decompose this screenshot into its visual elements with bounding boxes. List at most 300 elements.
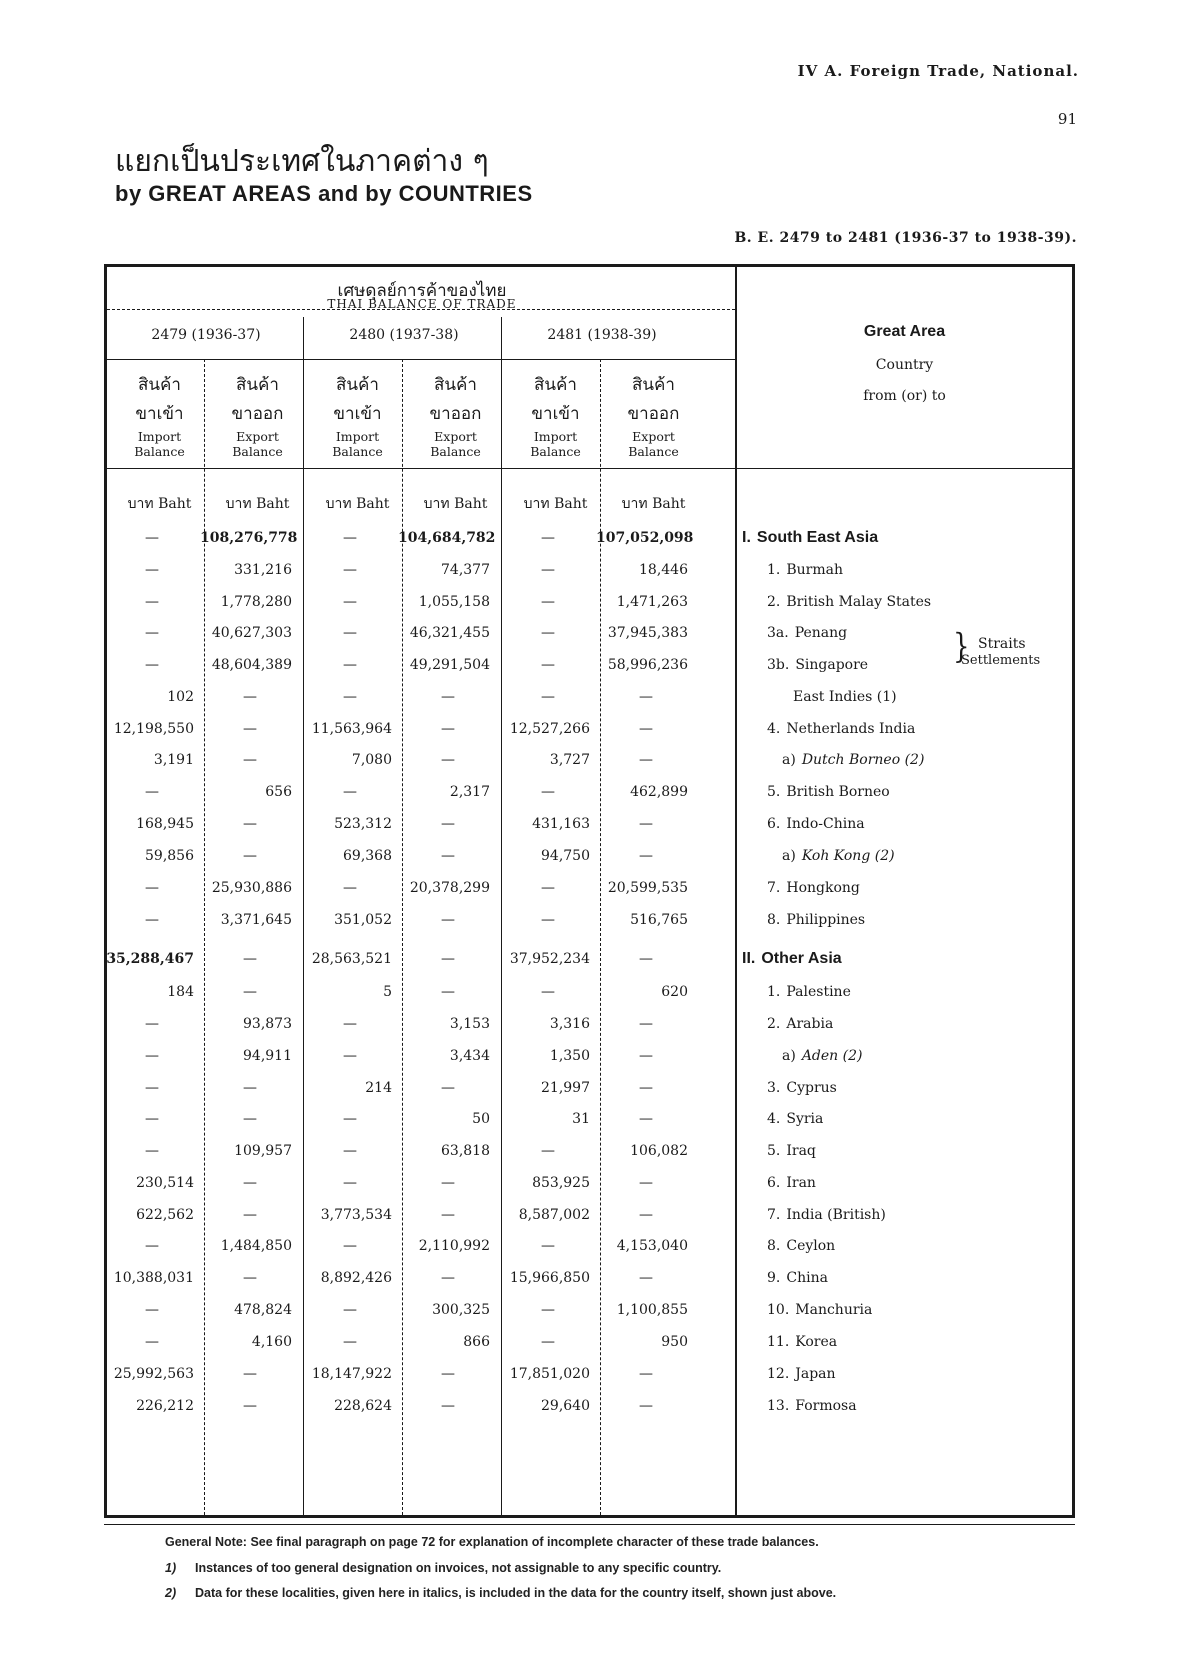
table-cell: 168,945: [136, 816, 194, 832]
country-number: 3.: [767, 1080, 781, 1096]
column-header: [403, 371, 508, 459]
table-cell: 228,624: [334, 1398, 392, 1414]
column-header-en-1: Import: [335, 429, 380, 444]
table-cell: 21,997: [541, 1080, 590, 1096]
table-cell: 214: [365, 1080, 392, 1096]
table-cell: 104,684,782: [398, 530, 496, 546]
table-cell: —: [343, 562, 357, 578]
table-cell: —: [541, 1302, 555, 1318]
table-cell: 8,892,426: [320, 1270, 392, 1286]
column-header: [107, 371, 212, 459]
country-number: 3b.: [767, 657, 790, 673]
table-cell: —: [441, 1366, 455, 1382]
country-number: 11.: [767, 1334, 790, 1350]
column-header: [503, 371, 608, 459]
table-cell: —: [243, 1270, 257, 1286]
table-cell: —: [639, 752, 653, 768]
table-row: [107, 976, 1072, 1008]
table-cell: —: [243, 816, 257, 832]
footnote-1: [165, 1561, 721, 1575]
country-name: Koh Kong (2): [801, 848, 895, 864]
country-label: [737, 744, 924, 776]
table-cell: 102: [167, 689, 194, 705]
table-cell: —: [243, 1111, 257, 1127]
table-cell: 184: [167, 984, 194, 1000]
table-cell: 866: [463, 1334, 490, 1350]
country-label: [737, 713, 915, 745]
country-number: 4.: [767, 721, 781, 737]
table-row: [107, 808, 1072, 840]
column-header: [305, 371, 410, 459]
table-cell: 37,945,383: [607, 625, 688, 641]
table-cell: —: [541, 689, 555, 705]
table-cell: 1,350: [549, 1048, 590, 1064]
table-row: [107, 1358, 1072, 1390]
table-row: [107, 1326, 1072, 1358]
country-name: Iraq: [786, 1143, 816, 1159]
footnote-1-mark: 1): [165, 1561, 177, 1575]
country-number: 1.: [767, 984, 781, 1000]
country-number: I.: [742, 529, 751, 546]
table-row: [107, 1294, 1072, 1326]
column-header-thai-2: ขาออก: [627, 404, 680, 424]
table-cell: 11,563,964: [311, 721, 392, 737]
country-label: [737, 649, 868, 681]
table-cell: 656: [265, 784, 292, 800]
title-english: by GREAT AREAS and by COUNTRIES: [115, 181, 533, 206]
country-label: [737, 522, 878, 554]
country-name: Syria: [786, 1111, 824, 1127]
country-name: Hongkong: [786, 880, 860, 896]
table-cell: —: [639, 1270, 653, 1286]
table-cell: —: [441, 1207, 455, 1223]
country-number: 5.: [767, 784, 781, 800]
table-cell: —: [441, 1398, 455, 1414]
country-number: 5.: [767, 1143, 781, 1159]
country-label: [737, 617, 847, 649]
table-cell: —: [145, 1080, 159, 1096]
general-note-label: General Note:: [165, 1535, 247, 1549]
table-cell: 3,434: [449, 1048, 490, 1064]
table-cell: 20,378,299: [409, 880, 490, 896]
column-header-thai-2: ขาเข้า: [531, 404, 580, 424]
country-label: [737, 554, 843, 586]
column-header-thai-1: สินค้า: [632, 375, 675, 395]
great-area-heading: Great Area: [863, 323, 946, 340]
table-row: [107, 1167, 1072, 1199]
table-cell: 37,952,234: [509, 951, 590, 967]
country-name: Japan: [795, 1366, 836, 1382]
country-label: [737, 1294, 872, 1326]
column-header-en-2: Balance: [628, 444, 679, 459]
table-row: [107, 522, 1072, 554]
column-header-en-2: Balance: [332, 444, 383, 459]
section-heading: IV A. Foreign Trade, National.: [797, 62, 1079, 80]
country-name: South East Asia: [756, 529, 879, 546]
table-cell: —: [145, 562, 159, 578]
table-cell: 462,899: [630, 784, 688, 800]
table-cell: —: [639, 951, 653, 967]
table-cell: 50: [472, 1111, 490, 1127]
column-header-thai-2: ขาออก: [231, 404, 284, 424]
balance-title-thai: เศษดุลย์การค้าของไทย: [337, 281, 507, 301]
unit-label: บาท Baht: [225, 496, 290, 512]
table-cell: —: [343, 657, 357, 673]
country-label: [737, 976, 851, 1008]
table-row: [107, 1390, 1072, 1422]
column-header-en-1: Export: [632, 429, 675, 444]
year-2479: 2479 (1936-37): [151, 327, 261, 343]
table-cell: —: [441, 752, 455, 768]
table-cell: 63,818: [441, 1143, 490, 1159]
table-cell: 18,147,922: [311, 1366, 392, 1382]
table-cell: —: [541, 530, 555, 546]
table-cell: —: [639, 848, 653, 864]
country-name: Indo-China: [786, 816, 865, 832]
table-cell: —: [343, 1143, 357, 1159]
country-label: [737, 1040, 862, 1072]
table-cell: 94,750: [541, 848, 590, 864]
table-cell: 3,371,645: [220, 912, 292, 928]
country-name: Netherlands India: [786, 721, 916, 737]
table-row: [107, 744, 1072, 776]
country-label: [737, 840, 895, 872]
footnote-2-text: Data for these localities, given here in italics, is included in the data for the country itself, shown just above.: [195, 1586, 837, 1600]
table-cell: 12,527,266: [509, 721, 590, 737]
table-cell: 853,925: [532, 1175, 590, 1191]
country-label: [737, 1390, 857, 1422]
table-cell: 300,325: [432, 1302, 490, 1318]
column-header-en-2: Balance: [134, 444, 185, 459]
table-cell: —: [541, 1334, 555, 1350]
table-row: [107, 1040, 1072, 1072]
table-row: [107, 1199, 1072, 1231]
country-number: 2.: [767, 1016, 781, 1032]
country-name: British Borneo: [786, 784, 890, 800]
table-row: [107, 1262, 1072, 1294]
country-number: a): [782, 752, 796, 768]
country-label: [737, 1326, 837, 1358]
general-note: [165, 1535, 819, 1549]
table-row: [107, 840, 1072, 872]
table-cell: 230,514: [136, 1175, 194, 1191]
column-header-thai-1: สินค้า: [138, 375, 181, 395]
table-cell: 3,727: [549, 752, 590, 768]
table-cell: —: [541, 594, 555, 610]
table-cell: —: [343, 689, 357, 705]
table-cell: —: [639, 1111, 653, 1127]
unit-label: บาท Baht: [523, 496, 588, 512]
table-cell: 8,587,002: [518, 1207, 590, 1223]
table-cell: —: [145, 1238, 159, 1254]
table-cell: —: [639, 816, 653, 832]
table-cell: —: [243, 1398, 257, 1414]
country-number: 6.: [767, 816, 781, 832]
table-row: [107, 904, 1072, 936]
straits-label: Straits: [978, 636, 1026, 652]
table-cell: —: [639, 721, 653, 737]
balance-title-english: THAI BALANCE OF TRADE: [327, 297, 517, 311]
table-cell: 40,627,303: [211, 625, 292, 641]
footnote-2: [165, 1586, 836, 1600]
table-row: [107, 554, 1072, 586]
table-cell: 25,992,563: [113, 1366, 194, 1382]
table-cell: 93,873: [243, 1016, 292, 1032]
country-name: Iran: [786, 1175, 816, 1191]
country-number: 2.: [767, 594, 781, 610]
country-name: Korea: [795, 1334, 838, 1350]
page-number: 91: [1057, 110, 1077, 128]
table-cell: —: [541, 880, 555, 896]
table-cell: 2,110,992: [418, 1238, 490, 1254]
table-cell: —: [441, 1080, 455, 1096]
table-cell: —: [541, 912, 555, 928]
table-cell: —: [343, 1175, 357, 1191]
table-cell: 10,388,031: [113, 1270, 194, 1286]
table-row: [107, 1103, 1072, 1135]
settlements-label: Settlements: [961, 653, 1041, 668]
table-cell: —: [343, 530, 357, 546]
table-cell: —: [243, 1080, 257, 1096]
table-cell: —: [639, 1366, 653, 1382]
footer-rule: [104, 1524, 1075, 1525]
country-name: Arabia: [786, 1016, 834, 1032]
table-cell: 4,160: [251, 1334, 292, 1350]
country-label: [737, 586, 931, 618]
trade-balance-table: [104, 264, 1075, 1518]
country-label: [737, 943, 842, 975]
country-number: 8.: [767, 912, 781, 928]
table-row: [107, 872, 1072, 904]
country-name: Other Asia: [761, 950, 842, 967]
country-number: 4.: [767, 1111, 781, 1127]
table-cell: 1,778,280: [220, 594, 292, 610]
table-cell: —: [441, 951, 455, 967]
table-cell: 1,471,263: [616, 594, 688, 610]
table-cell: —: [145, 657, 159, 673]
table-cell: 4,153,040: [616, 1238, 688, 1254]
table-cell: —: [243, 1366, 257, 1382]
table-cell: —: [145, 1143, 159, 1159]
general-note-text: See final paragraph on page 72 for explanation of incomplete character of these trade balances.: [250, 1535, 819, 1549]
unit-label: บาท Baht: [423, 496, 488, 512]
column-header-en-1: Import: [137, 429, 182, 444]
table-cell: 1,100,855: [616, 1302, 688, 1318]
table-cell: —: [343, 784, 357, 800]
year-rule: [107, 359, 735, 360]
table-cell: —: [441, 816, 455, 832]
table-cell: 3,191: [153, 752, 194, 768]
column-header-thai-1: สินค้า: [236, 375, 279, 395]
country-number: a): [782, 848, 796, 864]
country-name: British Malay States: [786, 594, 932, 610]
table-cell: —: [541, 1143, 555, 1159]
table-cell: —: [343, 1016, 357, 1032]
table-cell: 59,856: [145, 848, 194, 864]
country-name: Penang: [794, 625, 848, 641]
country-number: 13.: [767, 1398, 790, 1414]
table-cell: —: [145, 1334, 159, 1350]
table-cell: —: [541, 984, 555, 1000]
unit-label: บาท Baht: [621, 496, 686, 512]
table-cell: 35,288,467: [106, 951, 194, 967]
column-header-thai-2: ขาออก: [429, 404, 482, 424]
table-cell: 94,911: [243, 1048, 292, 1064]
table-cell: —: [145, 880, 159, 896]
table-cell: 3,316: [549, 1016, 590, 1032]
table-cell: 7,080: [351, 752, 392, 768]
table-cell: —: [243, 848, 257, 864]
country-heading: Country: [875, 357, 934, 373]
table-cell: 25,930,886: [211, 880, 292, 896]
table-cell: —: [343, 1111, 357, 1127]
table-cell: 620: [661, 984, 688, 1000]
country-label: [737, 872, 860, 904]
table-cell: 46,321,455: [409, 625, 490, 641]
table-cell: 29,640: [541, 1398, 590, 1414]
table-cell: —: [639, 1016, 653, 1032]
column-header-thai-1: สินค้า: [336, 375, 379, 395]
footnote-2-mark: 2): [165, 1586, 177, 1600]
table-cell: —: [343, 880, 357, 896]
country-label: [737, 1167, 816, 1199]
table-cell: —: [343, 594, 357, 610]
column-header: [205, 371, 310, 459]
table-cell: 58,996,236: [607, 657, 688, 673]
table-cell: —: [145, 594, 159, 610]
country-name: Philippines: [786, 912, 866, 928]
country-number: 1.: [767, 562, 781, 578]
table-row: [107, 713, 1072, 745]
table-cell: 28,563,521: [311, 951, 392, 967]
table-row: [107, 1230, 1072, 1262]
year-2480: 2480 (1937-38): [349, 327, 459, 343]
country-name: East Indies (1): [793, 689, 897, 705]
table-cell: 2,317: [449, 784, 490, 800]
country-name: Burmah: [786, 562, 843, 578]
header-rule: [107, 468, 1072, 469]
country-label: [737, 1072, 837, 1104]
table-cell: 74,377: [441, 562, 490, 578]
table-cell: 331,216: [234, 562, 292, 578]
table-cell: —: [145, 912, 159, 928]
column-header-en-2: Balance: [232, 444, 283, 459]
table-cell: 18,446: [639, 562, 688, 578]
table-cell: 431,163: [532, 816, 590, 832]
country-label: [737, 1262, 828, 1294]
table-cell: —: [343, 625, 357, 641]
country-number: a): [782, 1048, 796, 1064]
table-cell: 1,484,850: [220, 1238, 292, 1254]
column-header-thai-2: ขาเข้า: [333, 404, 382, 424]
table-cell: —: [243, 984, 257, 1000]
table-cell: —: [145, 1016, 159, 1032]
country-label: [737, 1008, 833, 1040]
table-cell: —: [441, 848, 455, 864]
table-cell: 523,312: [334, 816, 392, 832]
straits-brace: }: [953, 627, 970, 667]
column-header-en-1: Import: [533, 429, 578, 444]
table-cell: —: [639, 1398, 653, 1414]
table-cell: —: [343, 1238, 357, 1254]
column-header-thai-1: สินค้า: [434, 375, 477, 395]
table-cell: —: [145, 1111, 159, 1127]
year-2481: 2481 (1938-39): [547, 327, 657, 343]
table-cell: —: [145, 530, 159, 546]
table-cell: —: [243, 1207, 257, 1223]
country-number: II.: [742, 950, 756, 967]
country-name: Palestine: [786, 984, 851, 1000]
table-cell: —: [145, 1302, 159, 1318]
country-name: Manchuria: [795, 1302, 873, 1318]
table-cell: —: [639, 689, 653, 705]
table-row: [107, 617, 1072, 649]
table-cell: 516,765: [630, 912, 688, 928]
column-header-en-1: Export: [236, 429, 279, 444]
table-cell: 49,291,504: [409, 657, 490, 673]
from-to-heading: from (or) to: [863, 388, 946, 404]
table-cell: —: [441, 721, 455, 737]
table-row: [107, 681, 1072, 713]
table-cell: 107,052,098: [596, 530, 694, 546]
table-cell: —: [541, 562, 555, 578]
country-number: 7.: [767, 880, 781, 896]
country-name: Cyprus: [786, 1080, 837, 1096]
table-cell: —: [441, 1175, 455, 1191]
table-cell: —: [243, 951, 257, 967]
footnote-1-text: Instances of too general designation on invoices, not assignable to any specific country.: [195, 1561, 722, 1575]
table-cell: —: [243, 721, 257, 737]
table-cell: —: [541, 657, 555, 673]
country-number: 6.: [767, 1175, 781, 1191]
country-number: 12.: [767, 1366, 790, 1382]
column-header: [601, 371, 706, 459]
table-cell: —: [639, 1048, 653, 1064]
table-row: [107, 943, 1072, 975]
unit-label: บาท Baht: [325, 496, 390, 512]
country-label: [737, 1358, 836, 1390]
country-name: India (British): [786, 1207, 886, 1223]
country-name: Aden (2): [801, 1048, 863, 1064]
table-cell: 109,957: [234, 1143, 292, 1159]
table-cell: —: [145, 784, 159, 800]
column-header-en-2: Balance: [430, 444, 481, 459]
table-row: [107, 586, 1072, 618]
table-cell: —: [243, 1175, 257, 1191]
table-cell: —: [243, 689, 257, 705]
country-number: 8.: [767, 1238, 781, 1254]
table-cell: —: [441, 912, 455, 928]
table-cell: —: [243, 752, 257, 768]
table-row: [107, 776, 1072, 808]
table-cell: —: [441, 689, 455, 705]
table-cell: 226,212: [136, 1398, 194, 1414]
table-cell: —: [441, 1270, 455, 1286]
table-cell: 5: [383, 984, 392, 1000]
table-cell: 478,824: [234, 1302, 292, 1318]
country-label: [737, 1103, 823, 1135]
table-cell: 3,153: [449, 1016, 490, 1032]
table-cell: 12,198,550: [113, 721, 194, 737]
table-cell: —: [343, 1334, 357, 1350]
table-cell: 950: [661, 1334, 688, 1350]
table-row: [107, 1072, 1072, 1104]
country-number: 10.: [767, 1302, 790, 1318]
table-row: [107, 649, 1072, 681]
table-cell: —: [541, 784, 555, 800]
country-number: 7.: [767, 1207, 781, 1223]
country-label: [737, 808, 865, 840]
